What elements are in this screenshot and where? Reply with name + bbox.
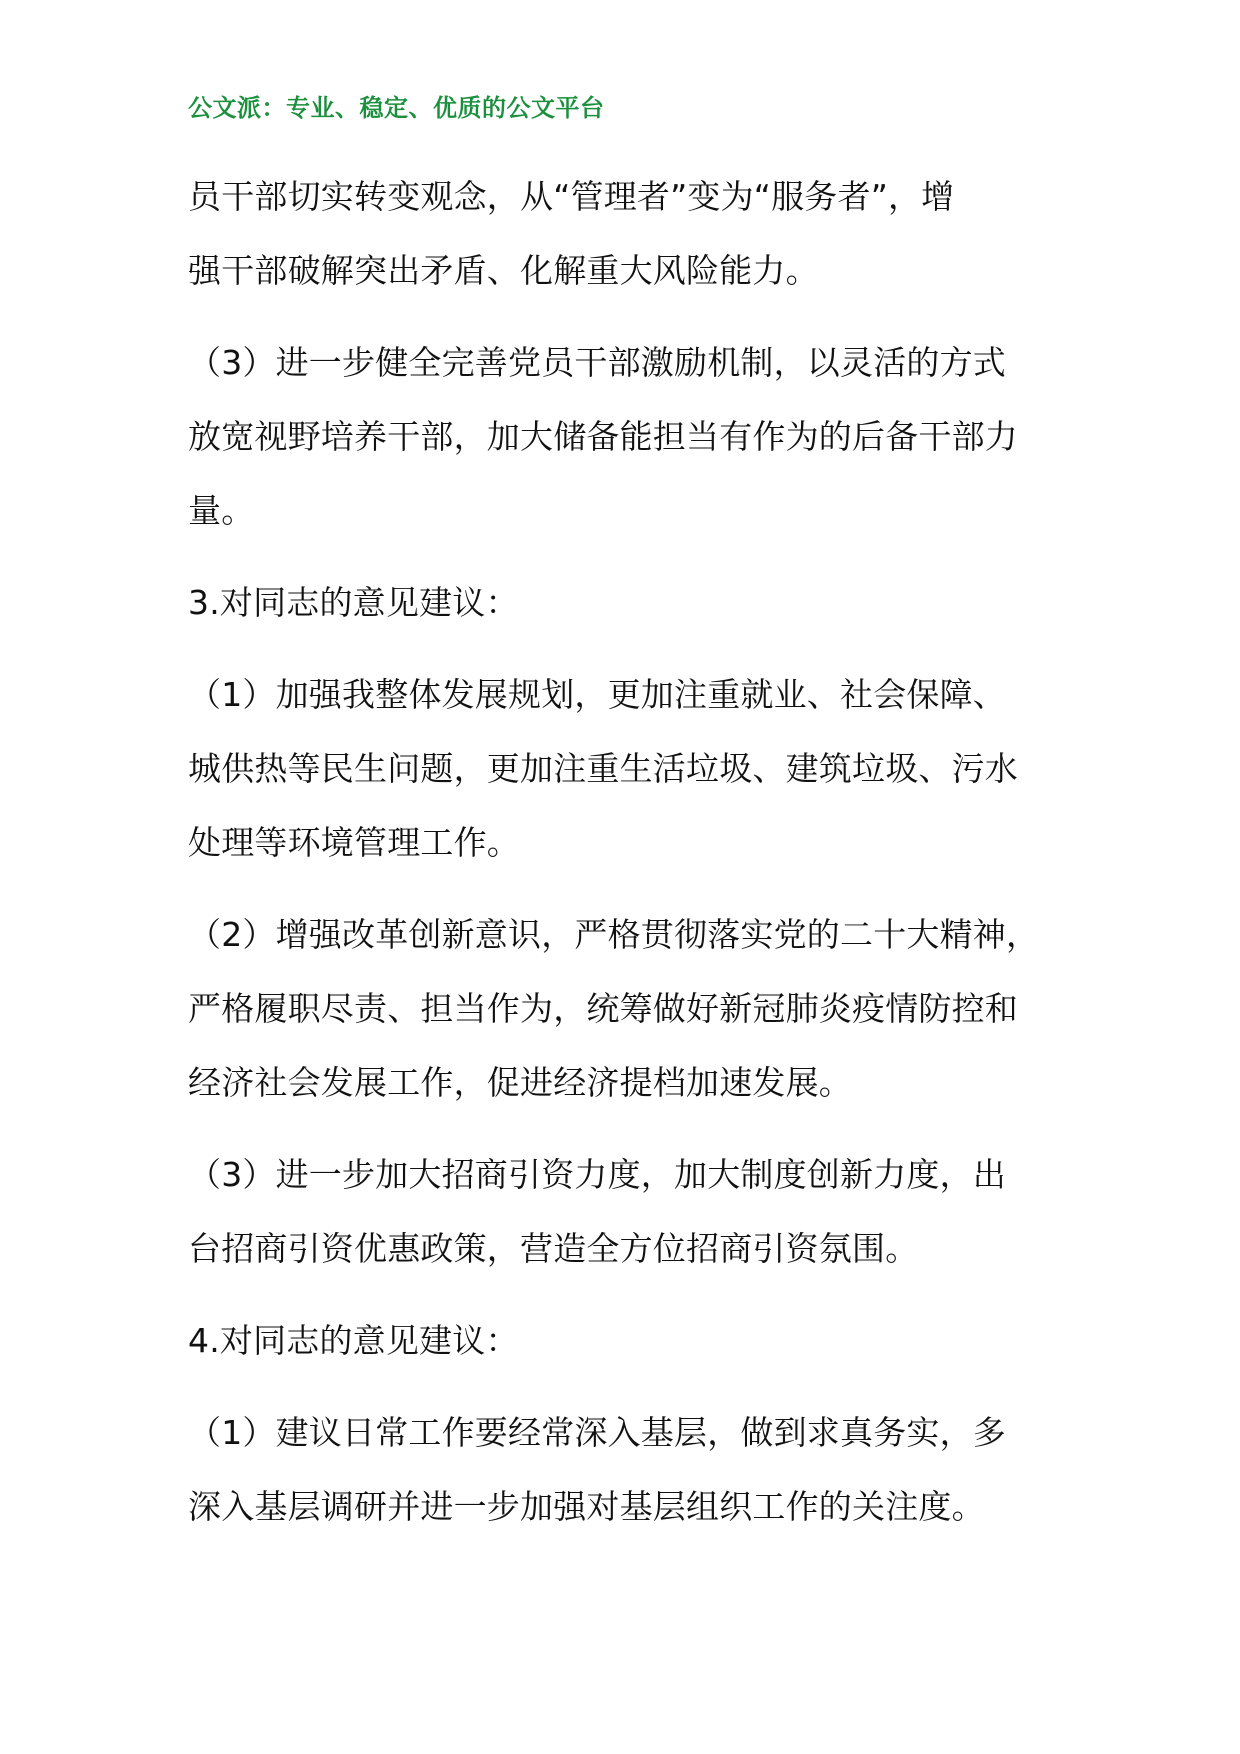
text-line: 4.对同志的意见建议： (188, 1321, 519, 1360)
text-line: 量。 (188, 491, 255, 530)
text-line: （1）建议日常工作要经常深入基层，做到求真务实，多 (188, 1413, 1006, 1452)
text-line: 处理等环境管理工作。 (188, 823, 520, 862)
text-line: 严格履职尽责、担当作为，统筹做好新冠肺炎疫情防控和 (188, 989, 1018, 1028)
text-line: （3）进一步健全完善党员干部激励机制，以灵活的方式 (188, 343, 1006, 382)
text-line: 经济社会发展工作，促进经济提档加速发展。 (188, 1063, 852, 1102)
platform-header: 公文派：专业、稳定、优质的公文平台 (188, 94, 605, 122)
text-line: 台招商引资优惠政策，营造全方位招商引资氛围。 (188, 1229, 919, 1268)
text-line: 强干部破解突出矛盾、化解重大风险能力。 (188, 251, 819, 290)
text-line: （3）进一步加大招商引资力度，加大制度创新力度，出 (188, 1155, 1006, 1194)
text-line: 深入基层调研并进一步加强对基层组织工作的关注度。 (188, 1487, 985, 1526)
document-body (188, 160, 1088, 1544)
section-heading (188, 566, 1088, 640)
text-line: 员干部切实转变观念，从“管理者”变为“服务者”，增 (188, 177, 955, 216)
text-line: 放宽视野培养干部，加大储备能担当有作为的后备干部力 (188, 417, 1018, 456)
paragraph (188, 326, 1088, 548)
paragraph (188, 658, 1088, 880)
text-line: 城供热等民生问题，更加注重生活垃圾、建筑垃圾、污水 (188, 749, 1018, 788)
paragraph (188, 160, 1088, 308)
paragraph (188, 1396, 1088, 1544)
paragraph (188, 898, 1088, 1120)
section-heading (188, 1304, 1088, 1378)
text-line: （1）加强我整体发展规划，更加注重就业、社会保障、 (188, 675, 1006, 714)
text-line: 3.对同志的意见建议： (188, 583, 519, 622)
paragraph (188, 1138, 1088, 1286)
text-line: （2）增强改革创新意识，严格贯彻落实党的二十大精神， (188, 915, 1040, 954)
